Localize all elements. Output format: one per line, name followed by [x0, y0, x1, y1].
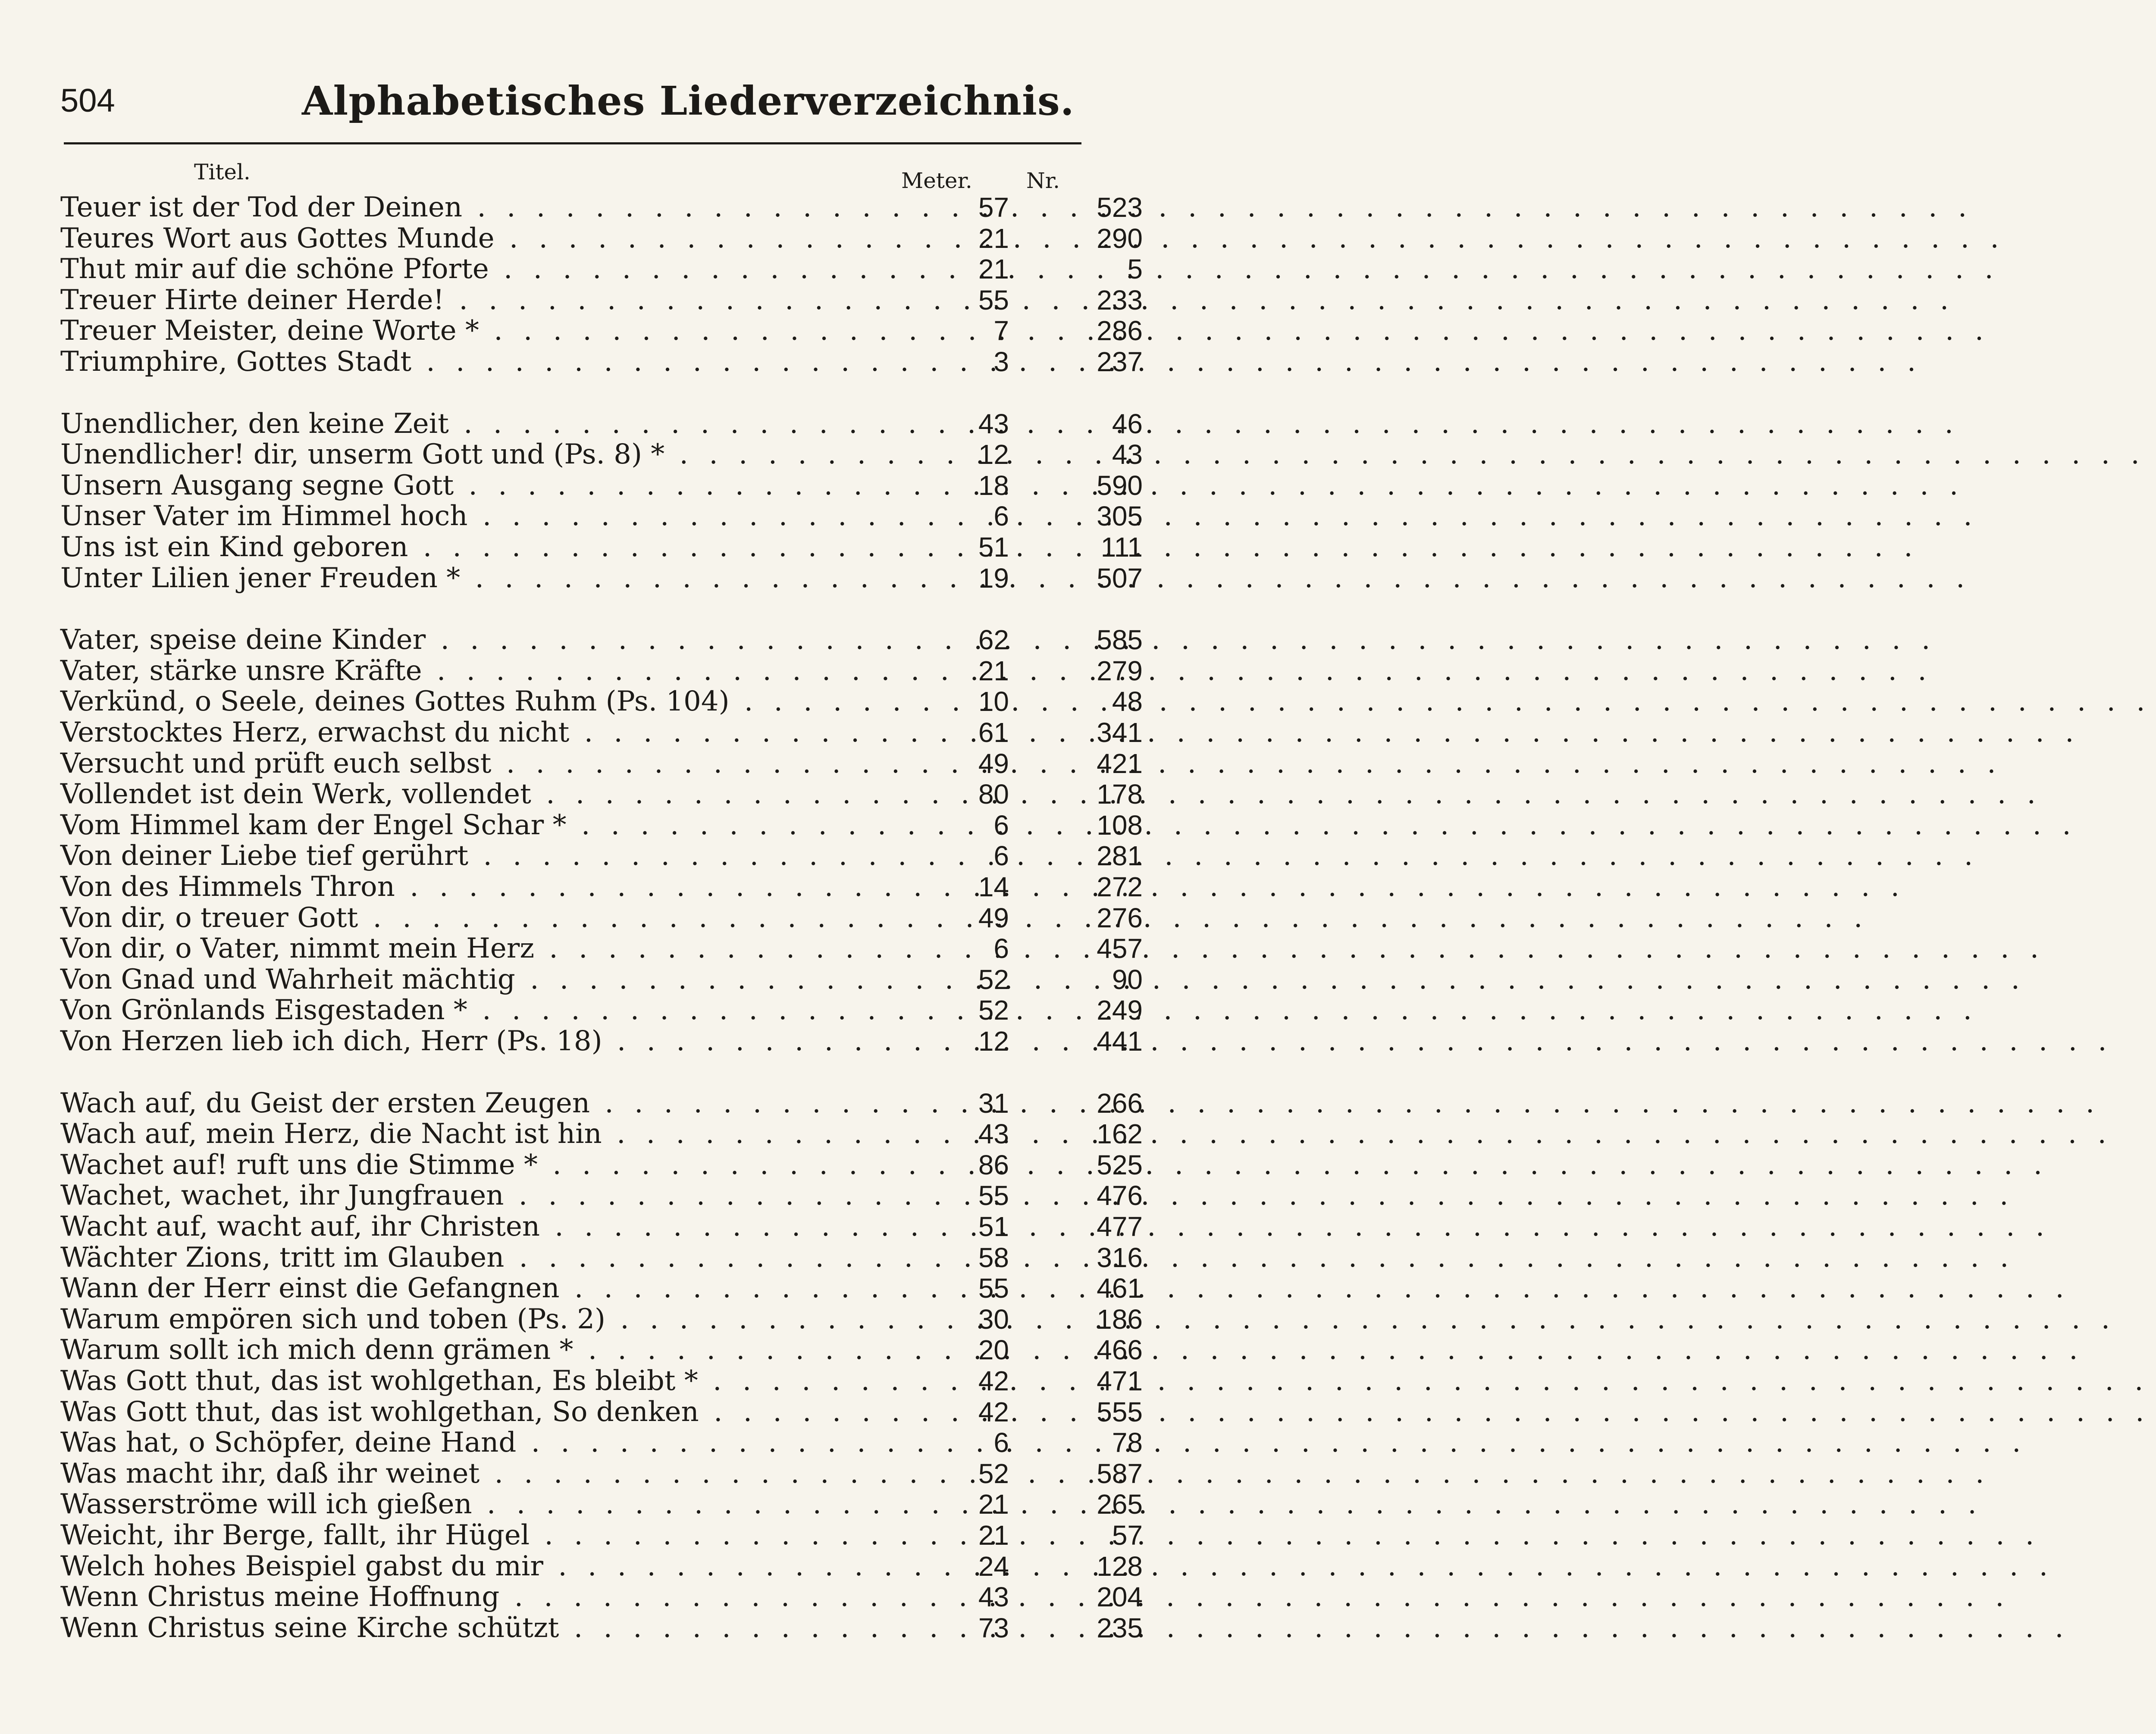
entry-meter: 61 [978, 717, 1009, 748]
entry-number: 281 [1097, 840, 1143, 872]
entry-number: 461 [1097, 1273, 1143, 1304]
entry-title: Wacht auf, wacht auf, ihr Christen . . . [60, 1211, 906, 1242]
entry-title: Unser Vater im Himmel hoch . . . [60, 501, 906, 532]
index-entry [60, 1303, 1143, 1335]
index-entry [60, 438, 1143, 471]
entry-meter: 21 [978, 222, 1009, 254]
index-entry [60, 284, 1143, 316]
entry-number: 587 [1097, 1458, 1143, 1489]
entry-title: Von Gnad und Wahrheit mächtig . . . [60, 964, 906, 995]
entry-number: 249 [1097, 995, 1143, 1026]
entry-title: Was hat, o Schöpfer, deine Hand . . . [60, 1427, 906, 1458]
entry-title: Wenn Christus seine Kirche schützt . . . [60, 1612, 906, 1643]
index-entry [60, 1180, 1143, 1212]
entry-title: Uns ist ein Kind geboren . . . [60, 532, 906, 563]
entry-number: 57 [1112, 1520, 1143, 1551]
entry-meter: 21 [978, 1520, 1009, 1551]
index-entry [60, 1581, 1143, 1613]
index-entry [60, 778, 1143, 811]
entry-meter: 30 [978, 1303, 1009, 1335]
entry-meter: 55 [978, 284, 1009, 316]
entry-meter: 51 [978, 1211, 1009, 1242]
entry-number: 111 [1100, 532, 1143, 563]
entry-title: Welch hohes Beispiel gabst du mir . . . [60, 1551, 906, 1582]
index-entry [60, 933, 1143, 965]
entry-title: Triumphire, Gottes Stadt . . . [60, 346, 906, 377]
index-entry [60, 901, 1143, 934]
entry-number: 266 [1097, 1087, 1143, 1119]
entry-number: 290 [1097, 222, 1143, 254]
entry-title: Treuer Hirte deiner Herde! . . . [60, 285, 906, 316]
entry-number: 590 [1097, 469, 1143, 501]
index-entry [60, 747, 1143, 779]
index-entry [60, 1488, 1143, 1521]
running-head [60, 73, 1082, 138]
entry-number: 525 [1097, 1149, 1143, 1180]
entry-number: 457 [1097, 933, 1143, 964]
entry-meter: 24 [978, 1550, 1009, 1582]
index-entry [60, 469, 1143, 501]
entry-number: 78 [1112, 1427, 1143, 1459]
entry-meter: 12 [978, 439, 1009, 470]
entry-number: 48 [1112, 686, 1143, 717]
entry-title: Was Gott thut, das ist wohlgethan, So denken . . . [60, 1396, 906, 1427]
entry-number: 523 [1097, 192, 1143, 223]
index-entry [60, 407, 1143, 440]
entry-title: Vom Himmel kam der Engel Schar * . . . [60, 810, 906, 841]
entry-title: Von des Himmels Thron . . . [60, 871, 906, 902]
entry-number: 233 [1097, 284, 1143, 316]
entry-meter: 73 [978, 1612, 1009, 1643]
entry-number: 237 [1097, 346, 1143, 377]
entry-number: 235 [1097, 1612, 1143, 1643]
entry-title: Wachet, wachet, ihr Jungfrauen . . . [60, 1180, 906, 1211]
index-entry [60, 809, 1143, 841]
entry-meter: 6 [993, 501, 1009, 532]
entry-number: 178 [1097, 779, 1143, 810]
entry-meter: 7 [993, 315, 1009, 347]
index-entry [60, 1025, 1143, 1057]
index-entry [60, 1519, 1143, 1551]
entry-meter: 52 [978, 964, 1009, 995]
entry-number: 341 [1097, 717, 1143, 748]
entry-meter: 20 [978, 1334, 1009, 1366]
entry-title: Verkünd, o Seele, deines Gottes Ruhm (Ps. 104) . . . [60, 686, 906, 717]
entry-meter: 80 [978, 779, 1009, 810]
entry-title: Wann der Herr einst die Gefangnen . . . [60, 1273, 906, 1304]
index-entry [60, 531, 1143, 563]
entry-number: 279 [1097, 655, 1143, 686]
entry-meter: 10 [978, 686, 1009, 717]
entry-title: Vollendet ist dein Werk, vollendet . . . [60, 779, 906, 810]
entry-number: 43 [1112, 439, 1143, 470]
entry-number: 421 [1097, 748, 1143, 779]
entry-title: Vater, speise deine Kinder . . . [60, 624, 906, 655]
index-entry [60, 1457, 1143, 1490]
entry-number: 128 [1097, 1550, 1143, 1582]
index-entry [60, 1612, 1143, 1644]
entry-title: Wach auf, du Geist der ersten Zeugen . . . [60, 1088, 906, 1119]
index-entry [60, 315, 1143, 347]
entry-title: Unter Lilien jener Freuden * . . . [60, 563, 906, 594]
entry-number: 476 [1097, 1180, 1143, 1211]
entry-number: 477 [1097, 1211, 1143, 1242]
entry-meter: 55 [978, 1273, 1009, 1304]
entry-title: Weicht, ihr Berge, fallt, ihr Hügel . . . [60, 1520, 906, 1551]
index-entry [60, 1211, 1143, 1243]
index-entry [60, 1272, 1143, 1305]
entry-meter: 14 [978, 871, 1009, 902]
entry-title: Was Gott thut, das ist wohlgethan, Es bleibt * . . . [60, 1365, 906, 1396]
index-entry [60, 871, 1143, 903]
entry-title: Wasserströme will ich gießen . . . [60, 1489, 906, 1520]
index-entry [60, 963, 1143, 995]
entry-meter: 43 [978, 408, 1009, 439]
index-entry [60, 191, 1143, 223]
index-entry [60, 994, 1143, 1027]
entry-title: Von dir, o treuer Gott . . . [60, 902, 906, 933]
entry-meter: 52 [978, 1458, 1009, 1489]
entry-title: Teures Wort aus Gottes Munde . . . [60, 223, 906, 254]
entry-title: Teuer ist der Tod der Deinen . . . [60, 192, 906, 223]
column-header-meter: Meter. [901, 168, 972, 193]
entry-title: Thut mir auf die schöne Pforte . . . [60, 254, 906, 285]
entry-number: 272 [1097, 871, 1143, 902]
entry-meter: 42 [978, 1365, 1009, 1396]
entry-number: 162 [1097, 1118, 1143, 1150]
entry-title: Von deiner Liebe tief gerührt . . . [60, 840, 906, 871]
header-rule [64, 142, 1081, 144]
entry-title: Warum sollt ich mich denn grämen * . . . [60, 1334, 906, 1365]
entry-number: 316 [1097, 1242, 1143, 1273]
entry-title: Unsern Ausgang segne Gott . . . [60, 470, 906, 501]
index-entry [60, 1334, 1143, 1366]
entry-title: Versucht und prüft euch selbst . . . [60, 748, 906, 779]
entry-title: Von Grönlands Eisgestaden * . . . [60, 995, 906, 1026]
column-header-nr: Nr. [1026, 168, 1060, 193]
index-entry [60, 624, 1143, 656]
entry-title: Vater, stärke unsre Kräfte . . . [60, 655, 906, 686]
entry-number: 265 [1097, 1489, 1143, 1520]
entry-meter: 6 [993, 933, 1009, 964]
index-entry [60, 1241, 1143, 1274]
entry-meter: 6 [993, 809, 1009, 841]
entry-meter: 21 [978, 254, 1009, 285]
entry-title: Wenn Christus meine Hoffnung . . . [60, 1581, 906, 1612]
column-header-title: Titel. [194, 160, 251, 185]
index-entry [60, 717, 1143, 748]
entry-number: 466 [1097, 1334, 1143, 1366]
entry-meter: 49 [978, 748, 1009, 779]
entry-meter: 6 [993, 1427, 1009, 1459]
entry-meter: 43 [978, 1118, 1009, 1150]
entry-meter: 3 [993, 346, 1009, 377]
entry-meter: 21 [978, 1489, 1009, 1520]
index-entry [60, 562, 1143, 594]
entry-number: 46 [1112, 408, 1143, 439]
entry-number: 507 [1097, 562, 1143, 594]
entry-meter: 62 [978, 624, 1009, 656]
entry-meter: 51 [978, 532, 1009, 563]
entry-meter: 49 [978, 902, 1009, 933]
entry-title: Was macht ihr, daß ihr weinet . . . [60, 1458, 906, 1489]
entry-meter: 19 [978, 562, 1009, 594]
index-entry [60, 685, 1143, 718]
entry-title: Warum empören sich und toben (Ps. 2) . . . [60, 1304, 906, 1335]
entry-number: 90 [1112, 964, 1143, 995]
index-entry [60, 222, 1143, 254]
entry-number: 305 [1097, 501, 1143, 532]
entry-meter: 55 [978, 1180, 1009, 1211]
index-entry [60, 346, 1143, 378]
entry-number: 286 [1097, 315, 1143, 347]
entry-number: 585 [1097, 624, 1143, 656]
entry-meter: 42 [978, 1396, 1009, 1427]
entry-title: Wächter Zions, tritt im Glauben . . . [60, 1242, 906, 1273]
entry-meter: 18 [978, 469, 1009, 501]
index-entry [60, 1149, 1143, 1181]
index-entry [60, 1396, 1143, 1428]
entry-number: 186 [1097, 1303, 1143, 1335]
index-entry [60, 1427, 1143, 1459]
entry-number: 108 [1097, 809, 1143, 841]
entry-number: 441 [1097, 1026, 1143, 1057]
entry-meter: 52 [978, 995, 1009, 1026]
entry-number: 276 [1097, 902, 1143, 933]
entry-title: Von dir, o Vater, nimmt mein Herz . . . [60, 933, 906, 964]
entry-title: Von Herzen lieb ich dich, Herr (Ps. 18) . . . [60, 1026, 906, 1057]
index-entry [60, 253, 1143, 285]
index-entry [60, 840, 1143, 872]
entry-number: 555 [1097, 1396, 1143, 1427]
entry-meter: 12 [978, 1026, 1009, 1057]
entry-title: Verstocktes Herz, erwachst du nicht . . . [60, 717, 906, 748]
entry-meter: 86 [978, 1149, 1009, 1180]
index-entry [60, 500, 1143, 532]
index-entry [60, 1365, 1143, 1397]
index-entry [60, 1118, 1143, 1150]
index-entry [60, 654, 1143, 687]
entry-title: Unendlicher, den keine Zeit . . . [60, 408, 906, 439]
page-title: Alphabetisches Liederverzeichnis. [302, 78, 1075, 124]
index-entry [60, 1087, 1143, 1119]
entry-number: 471 [1097, 1365, 1143, 1396]
entry-meter: 43 [978, 1581, 1009, 1613]
page-number: 504 [60, 82, 115, 119]
entry-title: Treuer Meister, deine Worte * . . . [60, 315, 906, 346]
entry-meter: 58 [978, 1242, 1009, 1273]
entry-number: 204 [1097, 1581, 1143, 1613]
entry-title: Wachet auf! ruft uns die Stimme * . . . [60, 1149, 906, 1180]
entry-meter: 21 [978, 655, 1009, 686]
entry-meter: 31 [978, 1087, 1009, 1119]
entry-title: Wach auf, mein Herz, die Nacht ist hin . . . [60, 1118, 906, 1149]
entry-title: Unendlicher! dir, unserm Gott und (Ps. 8) * . . . [60, 439, 906, 470]
entry-number: 5 [1127, 254, 1143, 285]
entry-meter: 6 [993, 840, 1009, 872]
index-entry [60, 1550, 1143, 1582]
entry-meter: 57 [978, 192, 1009, 223]
